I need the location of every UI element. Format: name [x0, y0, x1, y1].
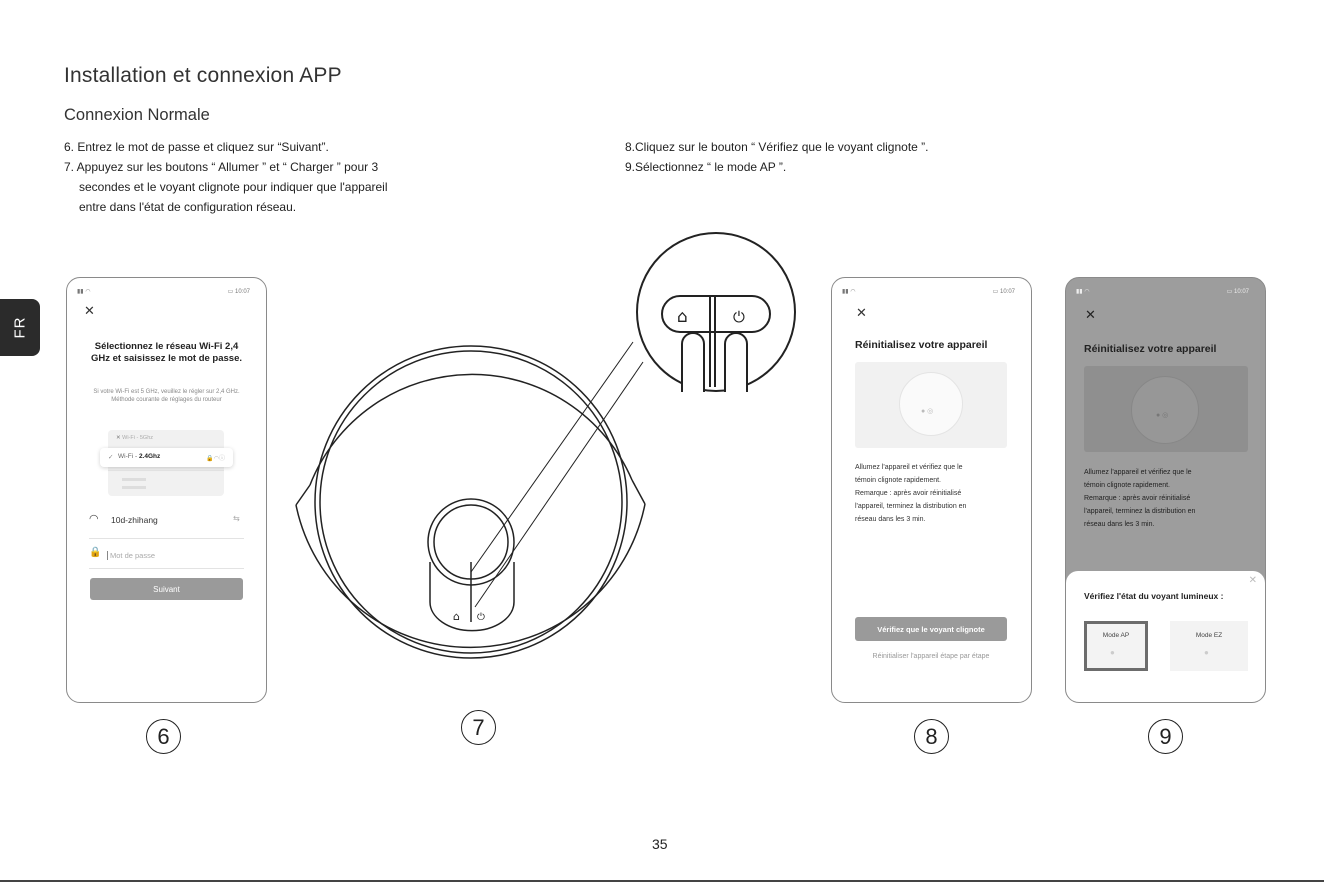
reset-body-line: Remarque : après avoir réinitialisé — [1084, 495, 1191, 502]
reset-instructions — [855, 461, 1025, 526]
power-icon: ⏻ — [477, 612, 485, 623]
sheet-close-icon[interactable]: ✕ — [1248, 575, 1257, 586]
device-illustration — [1084, 366, 1248, 452]
page-number: 35 — [652, 836, 668, 852]
phone-screen-8 — [831, 277, 1032, 703]
reset-body-line: réseau dans les 3 min. — [855, 516, 926, 523]
reset-body-line: Allumez l'appareil et vérifiez que le — [1084, 469, 1192, 476]
next-button[interactable]: Suivant — [90, 578, 243, 600]
password-placeholder: Mot de passe — [110, 550, 156, 560]
status-time: 10:07 — [999, 289, 1015, 295]
led-status-sheet — [1066, 571, 1265, 702]
device-illustration — [855, 362, 1007, 448]
reset-title: Réinitialisez votre appareil — [1084, 343, 1217, 355]
reset-title: Réinitialisez votre appareil — [855, 339, 988, 351]
step-number-7: 7 — [461, 710, 496, 745]
wifi-24-prefix: Wi-Fi - — [118, 453, 139, 460]
lock-icon: 🔒 — [89, 547, 102, 558]
mode-ap-label: Mode AP — [1102, 632, 1130, 639]
network-name: 10d-zhihang — [111, 515, 158, 525]
led-indicator-icon: ● ◎ — [921, 408, 934, 415]
mode-ap-option[interactable] — [1084, 621, 1148, 671]
battery-icon: ▭ — [1226, 289, 1234, 295]
signal-icon: ▮▮ ◠ — [1076, 289, 1090, 295]
mode-ez-label: Mode EZ — [1195, 632, 1223, 639]
sheet-title: Vérifiez l'état du voyant lumineux : — [1084, 591, 1224, 601]
finger-right — [725, 333, 747, 392]
step-number-8: 8 — [914, 719, 949, 754]
bottom-rule — [0, 880, 1324, 882]
language-tab-label: FR — [11, 316, 29, 339]
status-bar — [1076, 288, 1255, 298]
bumper-top — [310, 374, 632, 485]
wifi-5g-label: Wi-Fi - 5Ghz — [122, 435, 154, 441]
mode-ez-option[interactable] — [1170, 621, 1248, 671]
instruction-step-6: 6. Entrez le mot de passe et cliquez sur “Suivant”. — [64, 140, 329, 154]
battery-icon: ▭ — [227, 289, 235, 295]
close-icon[interactable]: ✕ — [84, 303, 95, 318]
wifi-dialog-title: Sélectionnez le réseau Wi-Fi 2,4 GHz et saisissez le mot de passe. — [90, 341, 242, 364]
instructions-left — [64, 137, 544, 217]
reset-body-line: témoin clignote rapidement. — [1084, 482, 1170, 489]
signal-icon: ▮▮ ◠ — [77, 289, 91, 295]
close-icon[interactable]: ✕ — [856, 305, 867, 320]
step-number-9: 9 — [1148, 719, 1183, 754]
phone-screen-6 — [66, 277, 267, 703]
wifi-5g-reject-icon: ✕ — [116, 435, 123, 441]
reset-body-line: Allumez l'appareil et vérifiez que le — [855, 464, 963, 471]
wifi-24-option[interactable] — [100, 448, 233, 467]
zoomed-power-icon: ⏻ — [733, 308, 745, 326]
language-tab — [0, 299, 40, 356]
led-indicator-icon: ● ◎ — [1156, 412, 1169, 419]
status-time: 10:07 — [1233, 289, 1249, 295]
instruction-step-9: 9.Sélectionnez “ le mode AP ”. — [625, 160, 787, 174]
wifi-icon: ◠ — [89, 513, 99, 525]
zoomed-home-icon: ⌂ — [677, 307, 688, 327]
home-icon: ⌂ — [453, 610, 460, 623]
instruction-step-8: 8.Cliquez sur le bouton “ Vérifiez que le voyant clignote ”. — [625, 140, 929, 154]
password-input[interactable] — [107, 548, 237, 562]
step-number-6: 6 — [146, 719, 181, 754]
wifi-lock-icon: 🔒◠ⓘ — [206, 456, 225, 462]
reset-body-line: l'appareil, terminez la distribution en — [1084, 508, 1196, 515]
reset-instructions — [1084, 466, 1259, 531]
instruction-step-7-line3: entre dans l'état de configuration réseau. — [79, 200, 297, 214]
signal-icon: ▮▮ ◠ — [842, 289, 856, 295]
instruction-step-7-line2: secondes et le voyant clignote pour indiquer que l'appareil — [79, 180, 388, 194]
status-bar — [842, 288, 1021, 298]
battery-icon: ▭ — [992, 289, 1000, 295]
switch-network-icon[interactable]: ⇆ — [233, 514, 240, 523]
reset-body-line: témoin clignote rapidement. — [855, 477, 941, 484]
verify-led-button[interactable]: Vérifiez que le voyant clignote — [855, 617, 1007, 641]
wifi-24-band: 2.4Ghz — [138, 453, 161, 460]
phone-screen-9 — [1065, 277, 1266, 703]
instruction-step-7: 7. Appuyez sur les boutons “ Allumer ” et “ Charger ” pour 3 — [64, 160, 379, 174]
finger-left — [682, 333, 704, 392]
status-bar — [77, 288, 256, 298]
reset-step-link[interactable]: Réinitialiser l'appareil étape par étape — [872, 653, 990, 660]
led-icon: ● — [1110, 648, 1115, 657]
status-time: 10:07 — [234, 289, 250, 295]
reset-body-line: Remarque : après avoir réinitialisé — [855, 490, 962, 497]
instructions-right — [625, 137, 1105, 177]
robot-illustration — [285, 232, 820, 692]
page-title: Installation et connexion APP — [64, 64, 342, 87]
close-icon[interactable]: ✕ — [1085, 307, 1096, 322]
check-icon: ✓ — [108, 454, 114, 461]
led-icon: ● — [1204, 648, 1209, 657]
reset-body-line: réseau dans les 3 min. — [1084, 521, 1155, 528]
section-subtitle: Connexion Normale — [64, 106, 210, 124]
reset-body-line: l'appareil, terminez la distribution en — [855, 503, 967, 510]
wifi-note: Si votre Wi-Fi est 5 GHz, veuillez le régler sur 2,4 GHz. Méthode courante de réglages du routeur — [93, 389, 240, 403]
